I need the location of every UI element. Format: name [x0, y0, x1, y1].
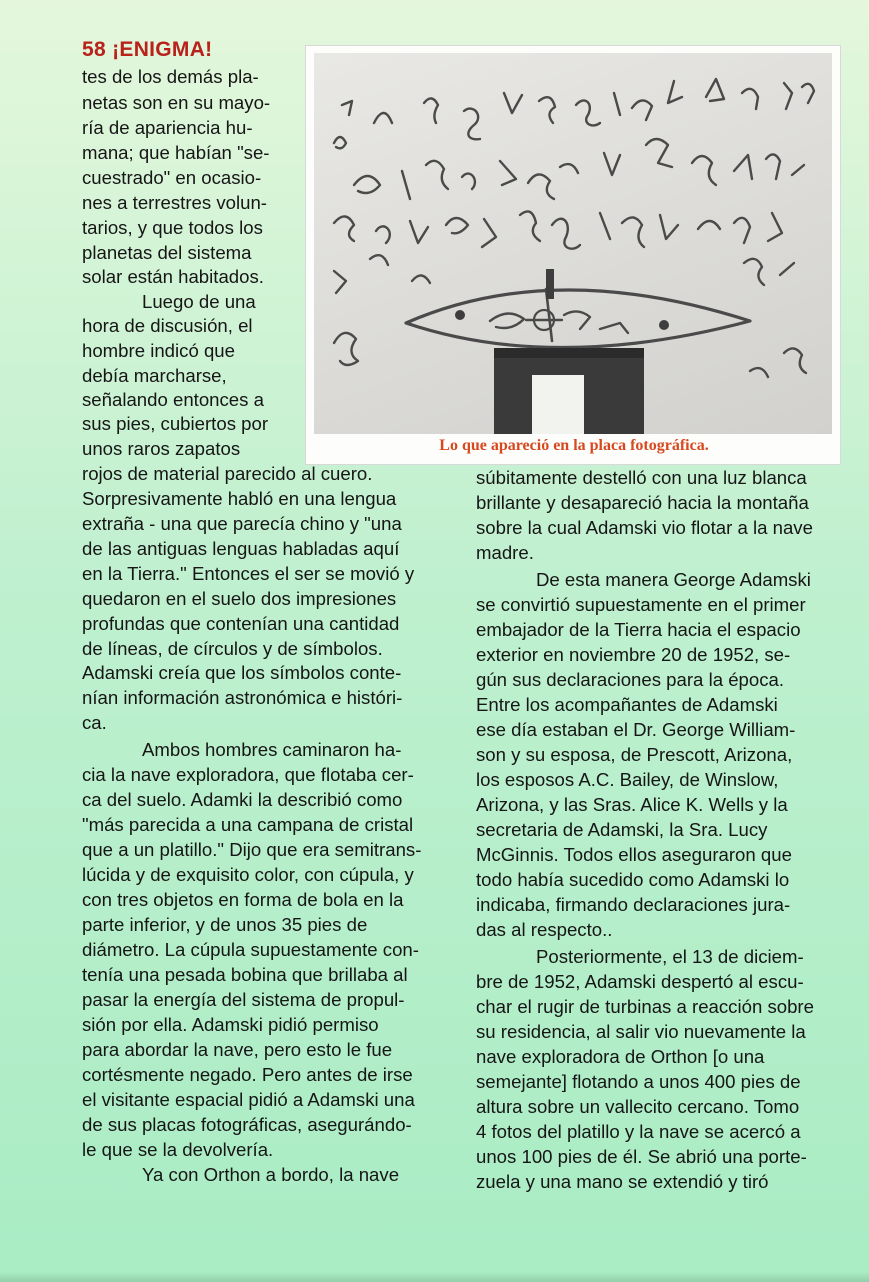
- right-line: semejante] flotando a unos 400 pies de: [476, 1071, 801, 1092]
- symbols-drawing: [314, 53, 832, 434]
- right-line: los esposos A.C. Bailey, de Winslow,: [476, 769, 779, 790]
- left-line: Sorpresivamente habló en una lengua: [82, 488, 397, 509]
- left-line: Luego de una: [142, 291, 256, 312]
- right-line: son y su esposa, de Prescott, Arizona,: [476, 744, 793, 765]
- left-line: ría de apariencia hu-: [82, 117, 253, 138]
- left-line: mana; que habían "se-: [82, 142, 270, 163]
- right-line: secretaria de Adamski, la Sra. Lucy: [476, 819, 768, 840]
- left-line: el visitante espacial pidió a Adamski una: [82, 1089, 415, 1110]
- left-line: profundas que contenían una cantidad: [82, 613, 400, 634]
- left-line: cuestrado" en ocasio-: [82, 167, 262, 188]
- right-line: das al respecto..: [476, 919, 613, 940]
- left-line: de las antiguas lenguas habladas aquí: [82, 538, 400, 559]
- page-bottom-edge: [0, 1272, 869, 1282]
- left-line: netas son en su mayo-: [82, 92, 271, 113]
- left-line: de líneas, de círculos y de símbolos.: [82, 638, 383, 659]
- right-line: su residencia, al salir vio nuevamente la: [476, 1021, 806, 1042]
- left-line: de sus placas fotográficas, asegurándo-: [82, 1114, 412, 1135]
- left-line: cortésmente negado. Pero antes de irse: [82, 1064, 413, 1085]
- left-line: Ambos hombres caminaron ha-: [142, 739, 402, 760]
- left-line: le que se la devolvería.: [82, 1139, 274, 1160]
- left-line: solar están habitados.: [82, 266, 264, 287]
- right-line: todo había sucedido como Adamski lo: [476, 869, 790, 890]
- left-line: tenía una pesada bobina que brillaba al: [82, 964, 408, 985]
- right-line: sobre la cual Adamski vio flotar a la nave: [476, 517, 813, 538]
- left-line: Ya con Orthon a bordo, la nave: [142, 1164, 400, 1185]
- left-line: debía marcharse,: [82, 365, 227, 386]
- left-line: ca.: [82, 712, 107, 733]
- right-line: nave exploradora de Orthon [o una: [476, 1046, 765, 1067]
- left-line: con tres objetos en forma de bola en la: [82, 889, 404, 910]
- right-line: bre de 1952, Adamski despertó al escu-: [476, 971, 804, 992]
- figure-caption: Lo que apareció en la placa fotográfica.: [439, 437, 709, 454]
- left-line: unos raros zapatos: [82, 438, 241, 459]
- right-line: McGinnis. Todos ellos aseguraron que: [476, 844, 792, 865]
- right-line: Entre los acompañantes de Adamski: [476, 694, 778, 715]
- left-line: diámetro. La cúpula supuestamente con-: [82, 939, 419, 960]
- right-line: embajador de la Tierra hacia el espacio: [476, 619, 801, 640]
- right-line: exterior en noviembre 20 de 1952, se-: [476, 644, 791, 665]
- left-line: sión por ella. Adamski pidió permiso: [82, 1014, 379, 1035]
- right-line: char el rugir de turbinas a reacción sobre: [476, 996, 814, 1017]
- page-header: 58 ¡ENIGMA!: [82, 38, 213, 61]
- left-line: "más parecida a una campana de cristal: [82, 814, 414, 835]
- left-line: ca del suelo. Adamki la describió como: [82, 789, 403, 810]
- left-line: extraña - una que parecía chino y "una: [82, 513, 402, 534]
- right-line: ese día estaban el Dr. George William-: [476, 719, 796, 740]
- left-line: tes de los demás pla-: [82, 66, 259, 87]
- left-line: quedaron en el suelo dos impresiones: [82, 588, 397, 609]
- left-line: en la Tierra." Entonces el ser se movió y: [82, 563, 415, 584]
- right-line: De esta manera George Adamski: [536, 569, 811, 590]
- left-line: planetas del sistema: [82, 242, 252, 263]
- left-line: sus pies, cubiertos por: [82, 413, 269, 434]
- right-line: brillante y desapareció hacia la montaña: [476, 492, 809, 513]
- left-line: señalando entonces a: [82, 389, 264, 410]
- right-line: altura sobre un vallecito cercano. Tomo: [476, 1096, 800, 1117]
- right-line: gún sus declaraciones para la época.: [476, 669, 785, 690]
- left-line: tarios, y que todos los: [82, 217, 263, 238]
- right-line: se convirtió supuestamente en el primer: [476, 594, 806, 615]
- right-line: zuela y una mano se extendió y tiró: [476, 1171, 769, 1192]
- right-line: unos 100 pies de él. Se abrió una porte-: [476, 1146, 807, 1167]
- right-line: Arizona, y las Sras. Alice K. Wells y la: [476, 794, 788, 815]
- right-line: indicaba, firmando declaraciones jura-: [476, 894, 791, 915]
- left-line: pasar la energía del sistema de propul-: [82, 989, 405, 1010]
- right-line: madre.: [476, 542, 534, 563]
- left-line: hombre indicó que: [82, 340, 235, 361]
- left-line: nían información astronómica e históri-: [82, 687, 403, 708]
- left-line: parte inferior, y de unos 35 pies de: [82, 914, 368, 935]
- left-line: lúcida y de exquisito color, con cúpula, y: [82, 864, 414, 885]
- left-line: hora de discusión, el: [82, 315, 253, 336]
- right-line: Posteriormente, el 13 de diciem-: [536, 946, 804, 967]
- right-line: súbitamente destelló con una luz blanca: [476, 467, 807, 488]
- left-line: rojos de material parecido al cuero.: [82, 463, 373, 484]
- left-line: cia la nave exploradora, que flotaba cer-: [82, 764, 414, 785]
- left-line: para abordar la nave, pero esto le fue: [82, 1039, 393, 1060]
- left-line: nes a terrestres volun-: [82, 192, 267, 213]
- right-line: 4 fotos del platillo y la nave se acercó a: [476, 1121, 801, 1142]
- left-line: Adamski creía que los símbolos conte-: [82, 662, 402, 683]
- figure: [305, 45, 841, 465]
- left-line: que a un platillo." Dijo que era semitrans-: [82, 839, 422, 860]
- photographic-plate-image: [314, 53, 832, 434]
